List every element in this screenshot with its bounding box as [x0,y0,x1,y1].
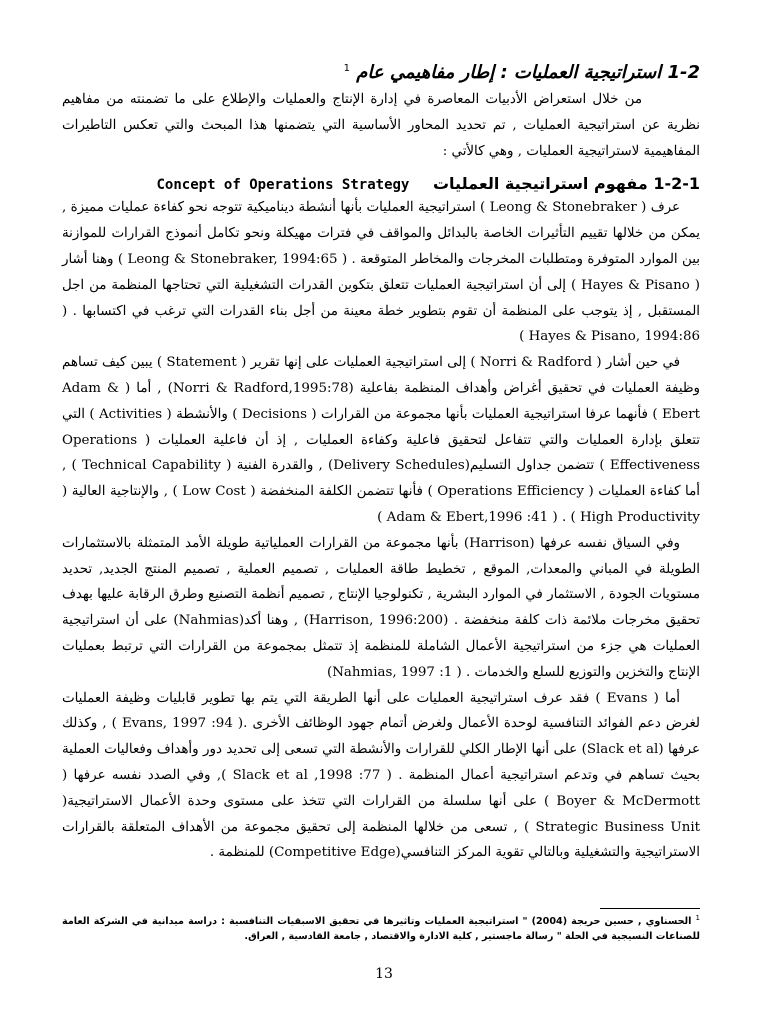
footnote [62,911,700,944]
intro-paragraph: من خلال استعراض الأدبيات المعاصرة في إدارة الإنتاج والعمليات والإطلاع على ما تضمنته من مفاهيم نظرية عن استراتيجية العمليات , تم تحديد المحاور الأساسية التي يتضمنها هذا المبحث والتي تعكس التاطيرات المفاهيمية لاستراتيجية العمليات , وهي كالأتي : [62,92,700,159]
subsection-title-ar: مفهوم استراتيجية العمليات [432,174,648,194]
document-page [62,62,700,866]
footnote-divider [600,908,700,909]
paragraph-evans-slack-boyer: أما ( Evans ) فقد عرف استراتيجية العمليات على أنها الطريقة التي يتم بها تطوير قابليات وظيفة العمليات لغرض دعم الفوائد التنافسية لوحدة الأعمال ولغرض أتمام جهود الوظائف الأخرى .( Evans, 1997 :94 ) , وكذلك عرفها (Slack et al) على أنها الإطار الكلي للقرارات والأنشطة التي تسعى إلى تحديد دور وأهداف وفعاليات العملية بحيث تساهم في وتدعم استراتيجية أعمال المنظمة . ( Slack et al ,1998 :77 ), وفي الصدد نفسه عرفها ( Boyer & McDermott ) على أنها سلسلة من القرارات التي تتخذ على مستوى وحدة الأعمال الاستراتيجية( Strategic Business Unit ) , تسعى من خلالها المنظمة إلى تحقيق مجموعة من الأهداف المتعلقة بالقرارات الاستراتيجية والتشغيلية وبالتالي تقوية المركز التنافسي(Competitive Edge) للمنظمة . [62,690,701,861]
section-heading [62,62,700,83]
subsection-title-en: Concept of Operations Strategy [156,177,410,194]
footnote-text: الحسناوي , حسين حريجة (2004) " استراتيجية العمليات وتاثيرها في تحقيق الاسبقيات التنافسية : دراسة ميدانية في الشركة العامة للصناعات النسيجية في الحلة " رسالة ماجستير , كلية الادارة والاقتصاد , جامعة القادسية , العراق. [62,916,700,943]
paragraph-harrison-nahmias: وفي السياق نفسه عرفها (Harrison) بأنها مجموعة من القرارات العملياتية طويلة الأمد المتمثلة بالاستثمارات الطويلة في المباني والمعدات, الموقع , تخطيط طاقة العمليات , تصميم العملية , تصميم المنتج الجديد, تحديد مستويات الجودة , الاستثمار في الموارد البشرية , تكنولوجيا الإنتاج , تصميم أنظمة التصنيع وطرق الرقابة عليها بهدف تحقيق مخرجات ملائمة ذات كلفة منخفضة . (Harrison, 1996:200) , وهنا أكد(Nahmias) على أن استراتيجية العمليات هي جزء من استراتيجية الأعمال الشاملة للمنظمة إذ تتمثل بمجموعة من القرارات التي ترتبط بعمليات الإنتاج والتخزين والتوزيع للسلع والخدمات . ( Nahmias, 1997 :1) [62,535,700,680]
page-number: 13 [375,966,393,982]
subsection-heading [62,174,700,193]
section-number: 1-2 [667,62,700,83]
paragraph-leong-hayes: عرف ( Leong & Stonebraker ) استراتيجية العمليات بأنها أنشطة ديناميكية تتوجه نحو كفاءة عمليات مميزة , يمكن من خلالها تقييم التأثيرات الخاصة بالبدائل والمواقف في فترات مهيكلة ونحو تكامل أنموذج القرارات للموازنة بين الموارد المتوفرة ومتطلبات المخرجات والمخاطر المتوقعة . ( Leong & Stonebraker, 1994:65 ) وهنا أشار ( Hayes & Pisano ) إلى أن استراتيجية العمليات تتعلق بتكوين القدرات التشغيلية التي تحتاجها المنظمة من اجل المستقبل , إذ يتوجب على المنظمة أن تقوم بتطوير خطة معينة من أجل بناء القدرات التي ترغب في اكتسابها . ( Hayes & Pisano, 1994:86 ) [62,200,700,345]
paragraph-norri-adam: في حين أشار ( Norri & Radford ) إلى استراتيجية العمليات على إنها تقرير ( Statement ) يبين كيف تساهم وظيفة العمليات في تحقيق أغراض وأهداف المنظمة بفاعلية (Norri & Radford,1995:78) , أما ( Adam & Ebert ) فأنهما عرفا استراتيجية العمليات بأنها مجموعة من القرارات ( Decisions ) والأنشطة ( Activities ) التي تتعلق بإدارة العمليات والتي تتفاعل لتحقيق فاعلية وكفاءة العمليات , إذ أن فاعلية العمليات ( Operations Effectiveness ) تتضمن جداول التسليم(Delivery Schedules) , والقدرة الفنية ( Technical Capability ) , أما كفاءة العمليات ( Operations Efficiency ) فأنها تتضمن الكلفة المنخفضة ( Low Cost ) , والإنتاجية العالية ( High Productivity ) . ( Adam & Ebert,1996 :41 ) [62,355,700,525]
footnote-marker: 1 [695,914,700,922]
subsection-number: 1-2-1 [653,174,700,194]
section-title: استراتيجية العمليات : إطار مفاهيمي عام [356,62,662,83]
footnote-reference: 1 [343,63,350,74]
